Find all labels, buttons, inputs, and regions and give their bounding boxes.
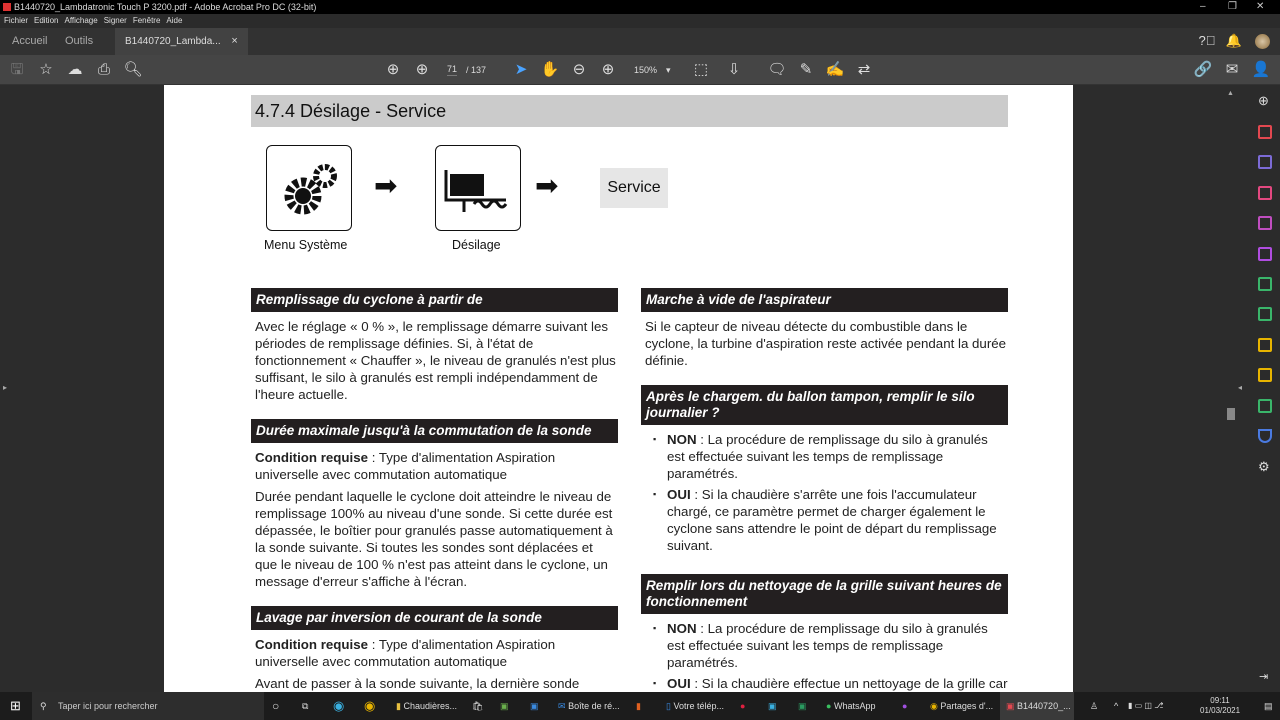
export-file-icon[interactable]: [1258, 277, 1272, 291]
arrow-right-icon: ➡: [374, 170, 398, 201]
bell-icon[interactable]: 🔔: [1225, 33, 1243, 48]
taskbar-app-explorer[interactable]: ▮ Chaudières...: [396, 701, 457, 711]
save-icon[interactable]: 🖫: [10, 61, 24, 78]
option-key: OUI: [667, 676, 691, 691]
taskbar-app-acrobat[interactable]: ▣ B1440720_...: [1000, 692, 1074, 720]
compress-icon[interactable]: [1258, 307, 1272, 321]
option-key: NON: [667, 621, 697, 636]
highlight-pen-icon[interactable]: ✎: [799, 61, 813, 78]
tray-icons[interactable]: ▮ ▭ ◫ ⎇: [1128, 701, 1164, 710]
option-list: [641, 431, 1008, 558]
param-text: [251, 636, 618, 670]
more-tools-icon[interactable]: ⚙: [1258, 459, 1270, 474]
param-text: [251, 449, 618, 483]
left-panel-toggle-icon[interactable]: ▸: [3, 383, 8, 392]
edit-pdf-icon[interactable]: [1258, 216, 1272, 230]
search-zoom-icon[interactable]: 🔍︎: [123, 61, 143, 78]
task-view-icon[interactable]: ⧉: [302, 701, 309, 711]
user-settings-icon[interactable]: 👤: [1251, 61, 1271, 78]
hand-tool-icon[interactable]: ✋: [540, 61, 560, 78]
condition-text: : Type d'alimentation Aspiration universelle avec commutation automatique: [255, 450, 556, 482]
sign-icon[interactable]: ✍: [825, 61, 845, 78]
param-text: Avant de passer à la sonde suivante, la dernière sonde: [255, 676, 580, 691]
taskbar-app-chrome[interactable]: ◉ Partages d'...: [930, 701, 994, 711]
store-icon[interactable]: 🛍: [472, 701, 484, 711]
zoom-tool-icon[interactable]: ⊕: [1258, 93, 1269, 108]
collapse-pane-icon[interactable]: ⇥: [1259, 671, 1269, 683]
pinterest-icon[interactable]: ●: [740, 701, 746, 711]
organize-pages-icon[interactable]: [1258, 186, 1272, 200]
zoom-out-icon[interactable]: ⊖: [572, 61, 586, 78]
notifications-icon[interactable]: ▤: [1264, 701, 1273, 711]
param-heading: Remplissage du cyclone à partir de: [251, 288, 618, 312]
scroll-up-icon[interactable]: ▲: [1227, 90, 1234, 97]
search-icon: ⚲: [40, 701, 47, 711]
menu-affichage[interactable]: Affichage: [64, 16, 98, 25]
param-text: Si le capteur de niveau détecte du combustible dans le cyclone, la turbine d'aspiration reste activée pendant la durée définie.: [645, 319, 1007, 368]
app-icon[interactable]: ▣: [500, 701, 509, 711]
menu-fichier[interactable]: Fichier: [4, 16, 29, 25]
restore-button[interactable]: ❐: [1228, 1, 1237, 12]
param-heading: Remplir lors du nettoyage de la grille suivant heures de fonctionnement: [641, 574, 1008, 614]
condition-label: Condition requise: [255, 637, 369, 652]
export-pdf-icon[interactable]: [1258, 125, 1272, 139]
app-icon-3[interactable]: ▣: [798, 701, 807, 711]
scrollbar-thumb[interactable]: [1227, 408, 1235, 420]
param-heading: Durée maximale jusqu'à la commutation de la sonde: [251, 419, 618, 443]
chrome-icon[interactable]: ◉: [364, 698, 376, 713]
option-key: NON: [667, 432, 697, 447]
scroll-mode-icon[interactable]: ⇩: [727, 61, 741, 78]
list-item: [645, 431, 1008, 482]
comment-icon[interactable]: 🗨: [767, 61, 787, 78]
arrow-right-icon: ➡: [535, 170, 559, 201]
avatar[interactable]: [1255, 34, 1270, 49]
option-list: [641, 620, 1008, 692]
share-edit-icon[interactable]: ⇄: [857, 61, 871, 78]
service-label: Service: [600, 168, 668, 208]
create-pdf-icon[interactable]: [1258, 155, 1272, 169]
next-page-icon[interactable]: ⊕: [415, 61, 429, 78]
param-heading: Marche à vide de l'aspirateur: [641, 288, 1008, 312]
chevron-down-icon[interactable]: ▾: [666, 65, 671, 75]
page-fit-icon[interactable]: ⬚: [693, 61, 709, 78]
taskbar-app-mail[interactable]: ✉ Boîte de ré...: [558, 701, 620, 711]
help-icon[interactable]: ?⃝: [1198, 33, 1216, 48]
menu-fenetre[interactable]: Fenêtre: [132, 16, 161, 25]
vertical-scrollbar[interactable]: [1226, 90, 1236, 690]
menu-aide[interactable]: Aide: [166, 16, 183, 25]
taskbar-app-whatsapp[interactable]: ● WhatsApp: [826, 701, 876, 711]
condition-label: Condition requise: [255, 450, 369, 465]
option-text: : Si la chaudière s'arrête une fois l'accumulateur chargé, ce paramètre permet de charger également le cyclone sans attendre le point de départ du remplissage suivant.: [667, 487, 997, 553]
email-icon[interactable]: ✉: [1225, 61, 1239, 78]
param-text: Avec le réglage « 0 % », le remplissage démarre suivant les périodes de remplissage définies. Si, à l'état de fonctionnement « Chauffer », le niveau de granulés n'est plus suffisant, le silo à granulés est rempli indépendamment de l'heure actuelle.: [255, 319, 616, 402]
people-icon[interactable]: ♙: [1090, 701, 1099, 711]
left-column: [251, 288, 618, 692]
section-heading: 4.7.4 Désilage - Service: [251, 95, 1008, 127]
tab-bar: [0, 28, 1280, 55]
close-tab-icon[interactable]: ×: [231, 35, 238, 47]
office-icon[interactable]: ▮: [636, 701, 641, 711]
clock[interactable]: [1200, 696, 1240, 716]
page-number-input[interactable]: 71: [447, 64, 458, 74]
window-title: B1440720_Lambdatronic Touch P 3200.pdf - Adobe Acrobat Pro DC (32-bit): [14, 2, 317, 12]
cortana-icon[interactable]: ○: [272, 699, 280, 713]
previous-page-icon[interactable]: ⊕: [386, 61, 400, 78]
list-item: [645, 675, 1008, 692]
list-item: [645, 486, 1008, 554]
comment-tool-icon[interactable]: [1258, 368, 1272, 382]
scan-icon[interactable]: [1258, 399, 1272, 413]
page-total: / 137: [466, 65, 487, 75]
option-text: : La procédure de remplissage du silo à granulés est effectuée suivant les temps de remplissage paramétrés.: [667, 432, 988, 481]
select-cursor-icon[interactable]: ➤: [514, 61, 528, 78]
menu-bar: [0, 14, 1280, 28]
option-text: : Si la chaudière effectue un nettoyage de la grille car: [694, 676, 1008, 691]
bookmark-star-icon[interactable]: ☆: [39, 61, 53, 78]
tab-document-label: B1440720_Lambda...: [125, 36, 221, 47]
param-text: Durée pendant laquelle le cyclone doit atteindre le niveau de remplissage 100% au niveau d'une sonde. Si cette durée est dépassée, le boîtier pour granulés passe automatiquement à la sonde suivante. Si toutes les sondes sont déplacées et que le niveau de 100 % n'est pas atteint dans le cyclone, un message d'erreur s'affiche à l'écran.: [255, 489, 613, 589]
print-icon[interactable]: ⎙: [97, 61, 110, 78]
link-share-icon[interactable]: 🔗: [1193, 61, 1213, 78]
fill-sign-icon[interactable]: [1258, 247, 1272, 261]
param-heading: Après le chargem. du ballon tampon, remplir le silo journalier ?: [641, 385, 1008, 425]
zoom-level-select[interactable]: 150%: [634, 65, 658, 75]
app-icon-2[interactable]: ▣: [768, 701, 777, 711]
toolbar: [0, 55, 1280, 85]
option-key: OUI: [667, 487, 691, 502]
title-bar: [0, 0, 1280, 14]
silo-auger-icon: [435, 145, 521, 231]
condition-text: : Type d'alimentation Aspiration universelle avec commutation automatique: [255, 637, 556, 669]
list-item: [645, 620, 1008, 671]
minimize-button[interactable]: –: [1200, 1, 1206, 12]
edge-icon[interactable]: ◉: [333, 698, 345, 713]
gears-icon: [266, 145, 352, 231]
caption-desilage: Désilage: [452, 238, 501, 252]
tab-document[interactable]: [115, 28, 248, 55]
taskbar-search[interactable]: [32, 692, 264, 720]
pdf-page: [164, 85, 1073, 692]
menu-edition[interactable]: Edition: [34, 16, 59, 25]
taskbar-app-phone[interactable]: ▯ Votre télép...: [666, 701, 725, 711]
param-heading: Lavage par inversion de courant de la sonde: [251, 606, 618, 630]
clock-time: 09:11: [1210, 696, 1230, 705]
zoom-in-icon[interactable]: ⊕: [601, 61, 615, 78]
taskbar: [0, 692, 1280, 720]
tab-accueil[interactable]: Accueil: [12, 35, 48, 47]
messenger-icon[interactable]: ●: [902, 701, 908, 711]
caption-menu-systeme: Menu Système: [264, 238, 348, 252]
tray-expand-icon[interactable]: ^: [1114, 701, 1119, 711]
tools-pane: [1250, 85, 1280, 692]
right-panel-toggle-icon[interactable]: ◂: [1238, 383, 1243, 392]
upload-cloud-icon[interactable]: ☁: [67, 61, 83, 78]
acrobat-logo-icon: [3, 3, 11, 11]
clock-date: 01/03/2021: [1200, 706, 1241, 715]
protect-shield-icon[interactable]: [1258, 429, 1272, 443]
right-column: [641, 288, 1008, 692]
close-button[interactable]: ✕: [1256, 1, 1265, 12]
tab-outils[interactable]: Outils: [65, 35, 94, 47]
send-review-icon[interactable]: [1258, 338, 1272, 352]
search-placeholder: Taper ici pour rechercher: [58, 701, 158, 711]
menu-signer[interactable]: Signer: [103, 16, 127, 25]
outlook-icon[interactable]: ▣: [530, 701, 539, 711]
option-text: : La procédure de remplissage du silo à granulés est effectuée suivant les temps de remplissage paramétrés.: [667, 621, 988, 670]
windows-start-icon[interactable]: ⊞: [10, 698, 21, 713]
